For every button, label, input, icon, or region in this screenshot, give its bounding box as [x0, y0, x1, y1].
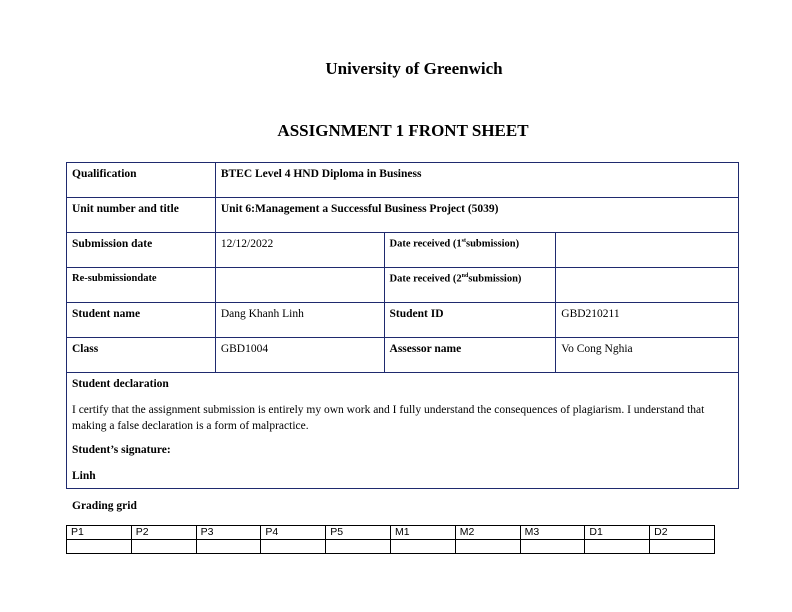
sheet-title: ASSIGNMENT 1 FRONT SHEET [277, 121, 529, 140]
class-value: GBD1004 [215, 338, 384, 373]
grade-p5: P5 [326, 526, 391, 540]
class-label: Class [67, 338, 216, 373]
grade-cell [520, 540, 585, 554]
declaration-text: I certify that the assignment submission is entirely my own work and I fully understand the consequences of plagiarism. I understand that making a false declaration is a form of malpractice. [72, 404, 705, 432]
student-name-value: Dang Khanh Linh [215, 303, 384, 338]
qualification-label: Qualification [67, 163, 216, 198]
grade-d2: D2 [650, 526, 715, 540]
signature-value: Linh [72, 470, 96, 482]
grade-cell [261, 540, 326, 554]
front-sheet-table [66, 162, 739, 489]
grade-m1: M1 [390, 526, 455, 540]
grade-m2: M2 [455, 526, 520, 540]
grade-m3: M3 [520, 526, 585, 540]
grade-cell [67, 540, 132, 554]
signature-label: Student’s signature: [72, 444, 171, 456]
grading-value-row [67, 540, 715, 554]
date-received-second-post: submission) [468, 273, 522, 285]
grade-cell [326, 540, 391, 554]
date-received-first-sup: st [461, 238, 466, 244]
resubmission-date-value [215, 268, 384, 303]
grade-cell [650, 540, 715, 554]
qualification-value: BTEC Level 4 HND Diploma in Business [215, 163, 738, 198]
date-received-second-sup: nd [461, 273, 469, 279]
unit-value: Unit 6:Management a Successful Business Project (5039) [215, 198, 738, 233]
grade-cell [131, 540, 196, 554]
unit-label: Unit number and title [67, 198, 216, 233]
date-received-first-pre: Date received (1 [389, 238, 462, 250]
grading-header-row [67, 526, 715, 540]
date-received-second-value [556, 268, 739, 303]
grade-d1: D1 [585, 526, 650, 540]
declaration-row [67, 373, 739, 489]
qualification-row [67, 163, 739, 198]
grade-cell [455, 540, 520, 554]
grade-cell [585, 540, 650, 554]
assessor-name-label: Assessor name [384, 338, 556, 373]
grade-p3: P3 [196, 526, 261, 540]
grade-p1: P1 [67, 526, 132, 540]
student-name-label: Student name [67, 303, 216, 338]
grade-p4: P4 [261, 526, 326, 540]
date-received-first-value [556, 233, 739, 268]
student-id-label: Student ID [384, 303, 556, 338]
student-declaration [67, 373, 739, 489]
declaration-heading: Student declaration [72, 378, 169, 390]
grading-grid-label: Grading grid [72, 500, 137, 512]
assessor-name-value: Vo Cong Nghia [556, 338, 739, 373]
date-received-first-label [384, 233, 556, 268]
submission-date-value: 12/12/2022 [215, 233, 384, 268]
resubmission-row [67, 268, 739, 303]
submission-row [67, 233, 739, 268]
grading-grid [66, 525, 715, 554]
date-received-second-pre: Date received (2 [389, 273, 462, 285]
submission-date-label: Submission date [67, 233, 216, 268]
university-name: University of Greenwich [325, 59, 503, 78]
grade-cell [196, 540, 261, 554]
unit-row [67, 198, 739, 233]
date-received-second-label [384, 268, 556, 303]
class-row [67, 338, 739, 373]
student-id-value: GBD210211 [556, 303, 739, 338]
student-row [67, 303, 739, 338]
resubmission-date-label: Re-submissiondate [67, 268, 216, 303]
grade-cell [390, 540, 455, 554]
date-received-first-post: submission) [465, 238, 520, 250]
grade-p2: P2 [131, 526, 196, 540]
